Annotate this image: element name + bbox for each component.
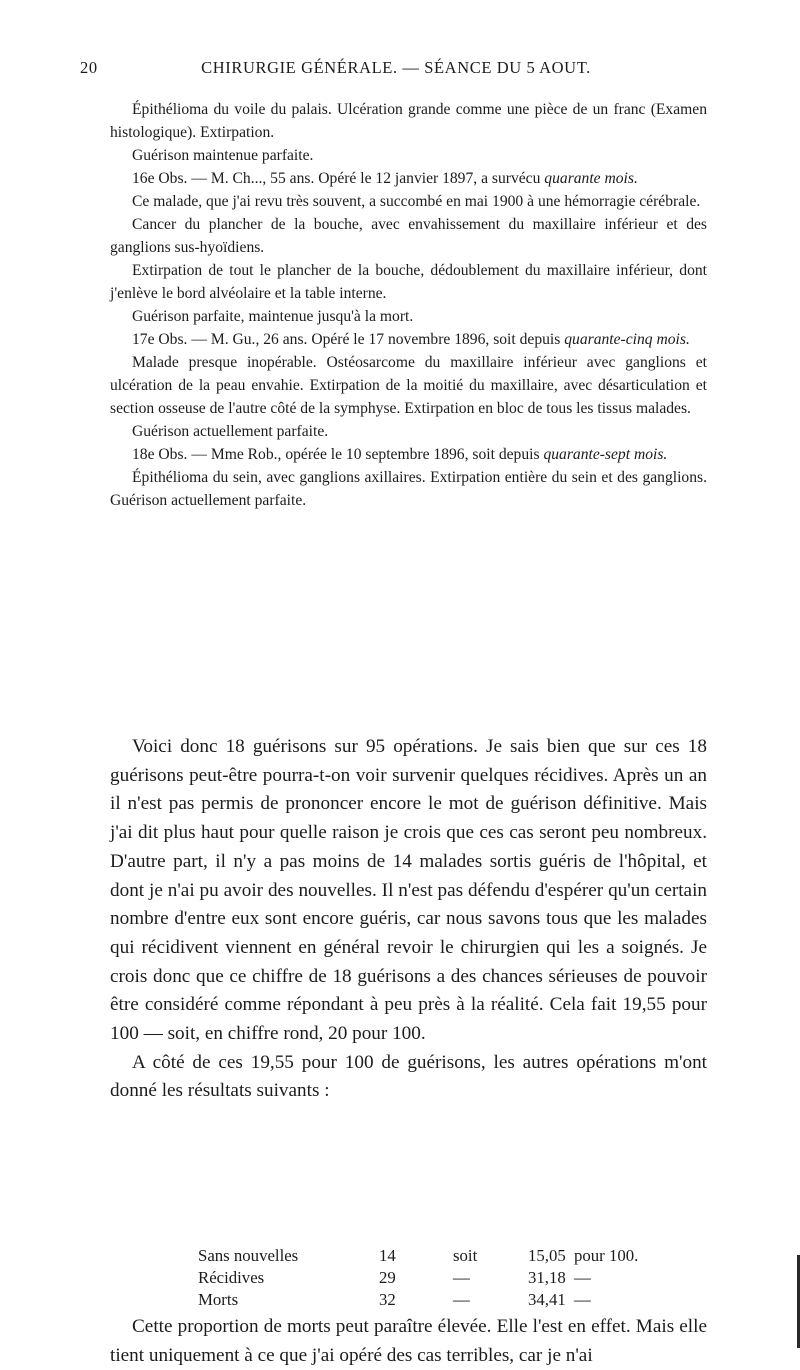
case-paragraph <box>110 443 707 466</box>
case-paragraph: Guérison parfaite, maintenue jusqu'à la mort. <box>132 308 414 325</box>
row-label: Sans nouvelles <box>198 1246 299 1265</box>
obs-duration: quarante-cinq mois. <box>564 331 690 348</box>
case-paragraph: Cancer du plancher de la bouche, avec envahissement du maxillaire inférieur et des ganglions sus-hyoïdiens. <box>110 216 707 256</box>
row-unit: — <box>574 1290 591 1309</box>
case-paragraph <box>110 167 707 190</box>
row-value: 31,18 <box>528 1268 566 1287</box>
results-table <box>198 1245 678 1311</box>
running-title: CHIRURGIE GÉNÉRALE. — SÉANCE DU 5 AOUT. <box>201 58 591 77</box>
body-paragraph: Cette proportion de morts peut paraître élevée. Elle l'est en effet. Mais elle tient uniquement à ce que j'ai opéré des cas terribles, car je n'ai <box>110 1316 707 1366</box>
row-unit: pour 100. <box>574 1246 639 1265</box>
closing-text <box>110 1313 707 1370</box>
case-notes <box>110 98 707 512</box>
obs-duration: quarante-sept mois. <box>543 446 668 463</box>
row-count: 29 <box>379 1268 396 1287</box>
obs-heading: 17e Obs. — M. Gu., 26 ans. Opéré le 17 novembre 1896, soit depuis <box>132 331 565 348</box>
results-row <box>198 1289 678 1311</box>
row-sep: soit <box>453 1246 478 1265</box>
case-paragraph <box>110 328 707 351</box>
case-paragraph: Guérison maintenue parfaite. <box>132 147 314 164</box>
page-header <box>80 58 712 82</box>
row-sep: — <box>453 1290 470 1309</box>
case-paragraph: Guérison actuellement parfaite. <box>132 423 329 440</box>
case-paragraph: Ce malade, que j'ai revu très souvent, a succombé en mai 1900 à une hémorragie cérébrale. <box>132 193 701 210</box>
row-label: Morts <box>198 1290 239 1309</box>
results-row <box>198 1245 678 1267</box>
results-row <box>198 1267 678 1289</box>
main-text <box>110 733 707 1106</box>
row-sep: — <box>453 1268 470 1287</box>
body-paragraph: Voici donc 18 guérisons sur 95 opérations. Je sais bien que sur ces 18 guérisons peut-être pourra-t-on voir survenir quelques récidives. Après un an il n'est pas permis de prononcer encore le mot de guérison définitive. Mais j'ai dit plus haut pour quelle raison je crois que ces cas seront peu nombreux. D'autre part, il n'y a pas moins de 14 malades sortis guéris de l'hôpital, et dont je n'ai pu avoir des nouvelles. Il n'est pas défendu d'espérer qu'un certain nombre d'entre eux sont encore guéris, car nous savons tous que les malades qui récidivent viennent en général revoir le chirurgien qui les a soignés. Je crois donc que ce chiffre de 18 guérisons a des chances sérieuses de pouvoir être considéré comme répondant à peu près à la réalité. Cela fait 19,55 pour 100 — soit, en chiffre rond, 20 pour 100. <box>110 736 707 1045</box>
row-count: 14 <box>379 1246 396 1265</box>
row-count: 32 <box>379 1290 396 1309</box>
case-paragraph: Malade presque inopérable. Ostéosarcome du maxillaire inférieur avec ganglions et ulcération de la peau envahie. Extirpation de la moitié du maxillaire, avec désarticulation et section osseuse de l'autre côté de la symphyse. Extirpation en bloc de tous les tissus malades. <box>110 354 707 417</box>
body-paragraph: A côté de ces 19,55 pour 100 de guérisons, les autres opérations m'ont donné les résultats suivants : <box>110 1051 707 1102</box>
row-value: 15,05 <box>528 1246 566 1265</box>
case-paragraph: Extirpation de tout le plancher de la bouche, dédoublement du maxillaire inférieur, dont j'enlève le bord alvéolaire et la table interne. <box>110 262 707 302</box>
row-unit: — <box>574 1268 591 1287</box>
row-label: Récidives <box>198 1268 265 1287</box>
obs-heading: 16e Obs. — M. Ch..., 55 ans. Opéré le 12 janvier 1897, a survécu <box>132 170 545 187</box>
page-number: 20 <box>80 58 98 77</box>
obs-duration: quarante mois. <box>544 170 638 187</box>
obs-heading: 18e Obs. — Mme Rob., opérée le 10 septembre 1896, soit depuis <box>132 446 544 463</box>
case-paragraph: Épithélioma du voile du palais. Ulcération grande comme une pièce de un franc (Examen histologique). Extirpation. <box>110 101 707 141</box>
case-paragraph: Épithélioma du sein, avec ganglions axillaires. Extirpation entière du sein et des ganglions. Guérison actuellement parfaite. <box>110 469 707 509</box>
row-value: 34,41 <box>528 1290 566 1309</box>
